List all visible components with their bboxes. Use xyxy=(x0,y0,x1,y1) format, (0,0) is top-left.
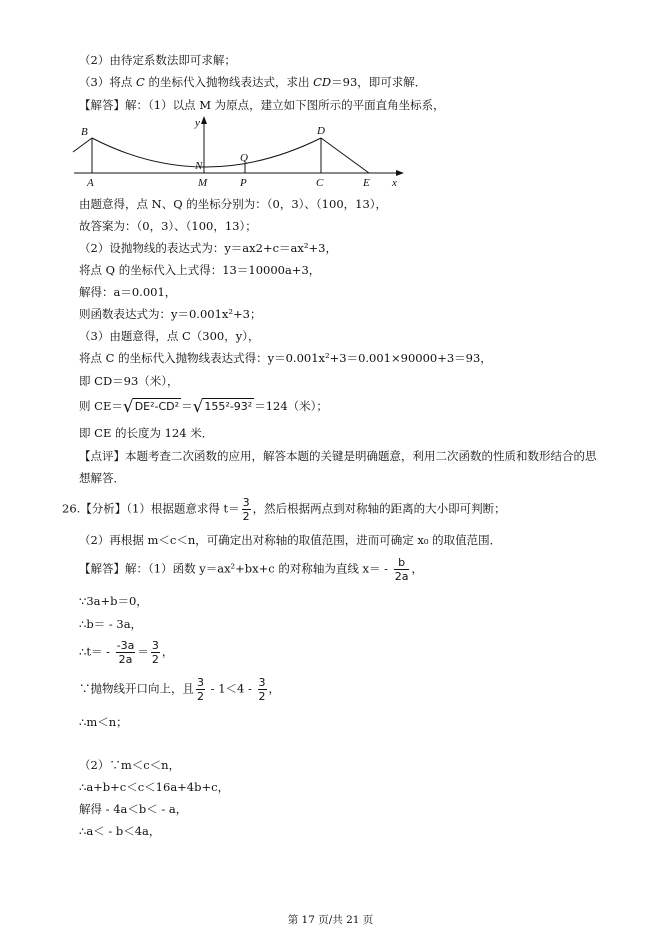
segment-DE xyxy=(321,138,369,173)
line-26: ∴a+b+c＜c＜16a+4b+c， xyxy=(79,780,230,794)
line-13: 则 CE＝√DE²-CD² ＝√155²-93² ＝124（米）； xyxy=(79,397,328,417)
line-20: ∵3a+b＝0， xyxy=(79,594,148,608)
line-12: 即 CD＝93（米）， xyxy=(79,374,179,388)
label-P: P xyxy=(240,177,247,189)
line-18: （2）再根据 m＜c＜n，可确定出对称轴的取值范围，进而可确定 x₀ 的取值范围． xyxy=(79,533,502,547)
page-footer: 第 17 页/共 21 页 xyxy=(287,914,374,926)
line-15: 【点评】本题考查二次函数的应用，解答本题的关键是明确题意，利用二次函数的性质和数形结合的思 xyxy=(79,449,597,463)
line-27: 解得 - 4a＜b＜ - a， xyxy=(79,802,188,816)
line-1: （2）由待定系数法即可求解； xyxy=(79,53,236,67)
line-17: 26.【分析】（1）根据题意求得 t＝ $\frac{3}{2}$ ，然后根据两点到对称轴的距离的大小即可判断； xyxy=(62,496,506,523)
label-B: B xyxy=(81,126,88,138)
line-9: 则函数表达式为：y＝0.001x²+3； xyxy=(79,307,262,321)
line-3: 【解答】解：（1）以点 M 为原点，建立如下图所示的平面直角坐标系， xyxy=(79,98,445,112)
fraction: $\frac{b}{2a}$ xyxy=(394,556,409,583)
line-7: 将点 Q 的坐标代入上式得：13＝10000a+3， xyxy=(79,263,321,277)
line-6: （2）设抛物线的表达式为：y＝ax2+c＝ax²+3， xyxy=(79,241,337,255)
label-M: M xyxy=(198,177,208,189)
line-21: ∴b＝ - 3a， xyxy=(79,617,143,631)
fraction: $\frac{3}{2}$ xyxy=(258,676,266,703)
line-14: 即 CE 的长度为 124 米． xyxy=(79,426,214,440)
line-11: 将点 C 的坐标代入抛物线表达式得：y＝0.001x²+3＝0.001×90000+3＝93， xyxy=(79,351,492,365)
label-A: A xyxy=(87,177,94,189)
line-24: ∴m＜n； xyxy=(79,715,128,729)
line-10: （3）由题意得，点 C（300，y）， xyxy=(79,329,260,343)
fraction: $\frac{3}{2}$ xyxy=(242,496,250,523)
left-cable xyxy=(73,138,92,152)
line-28: ∴a＜ - b＜4a， xyxy=(79,824,161,838)
coordinate-figure xyxy=(68,112,408,192)
fraction: $\frac{3}{2}$ xyxy=(197,676,204,703)
label-y: y xyxy=(195,117,200,129)
line-8: 解得：a＝0.001， xyxy=(79,285,177,299)
label-E: E xyxy=(363,177,370,189)
x-axis-arrow xyxy=(396,170,404,176)
line-23: ∵抛物线开口向上，且 $\frac{3}{2}$ - 1＜4 - $\frac{3}{2}$ ， xyxy=(79,676,281,703)
label-C: C xyxy=(316,177,324,189)
line-16: 想解答． xyxy=(79,471,125,485)
label-D: D xyxy=(317,125,325,137)
label-x: x xyxy=(392,177,397,189)
sqrt-icon: √ xyxy=(122,397,134,417)
line-22: ∴t＝ - $\frac{-3a}{2a}$ ＝ $\frac{3}{2}$ ， xyxy=(79,639,174,666)
line-5: 故答案为：（0，3）、（100，13）； xyxy=(79,219,257,233)
fraction: $\frac{-3a}{2a}$ xyxy=(116,639,135,666)
line-19: 【解答】解：（1）函数 y＝ax²+bx+c 的对称轴为直线 x＝ - $\frac{b}{2a}$ ， xyxy=(79,556,423,583)
line-4: 由题意得，点 N、Q 的坐标分别为：（0，3）、（100，13）， xyxy=(79,197,388,211)
line-25: （2）∵m＜c＜n， xyxy=(79,758,181,772)
main-cable-parabola xyxy=(92,138,321,167)
y-axis-arrow xyxy=(201,116,207,124)
fraction: $\frac{3}{2}$ xyxy=(151,639,159,666)
label-Q: Q xyxy=(240,152,248,164)
line-2: （3）将点 C 的坐标代入抛物线表达式，求出 CD＝93，即可求解． xyxy=(79,75,427,89)
label-N: N xyxy=(195,160,203,172)
sqrt-icon: √ xyxy=(192,397,204,417)
